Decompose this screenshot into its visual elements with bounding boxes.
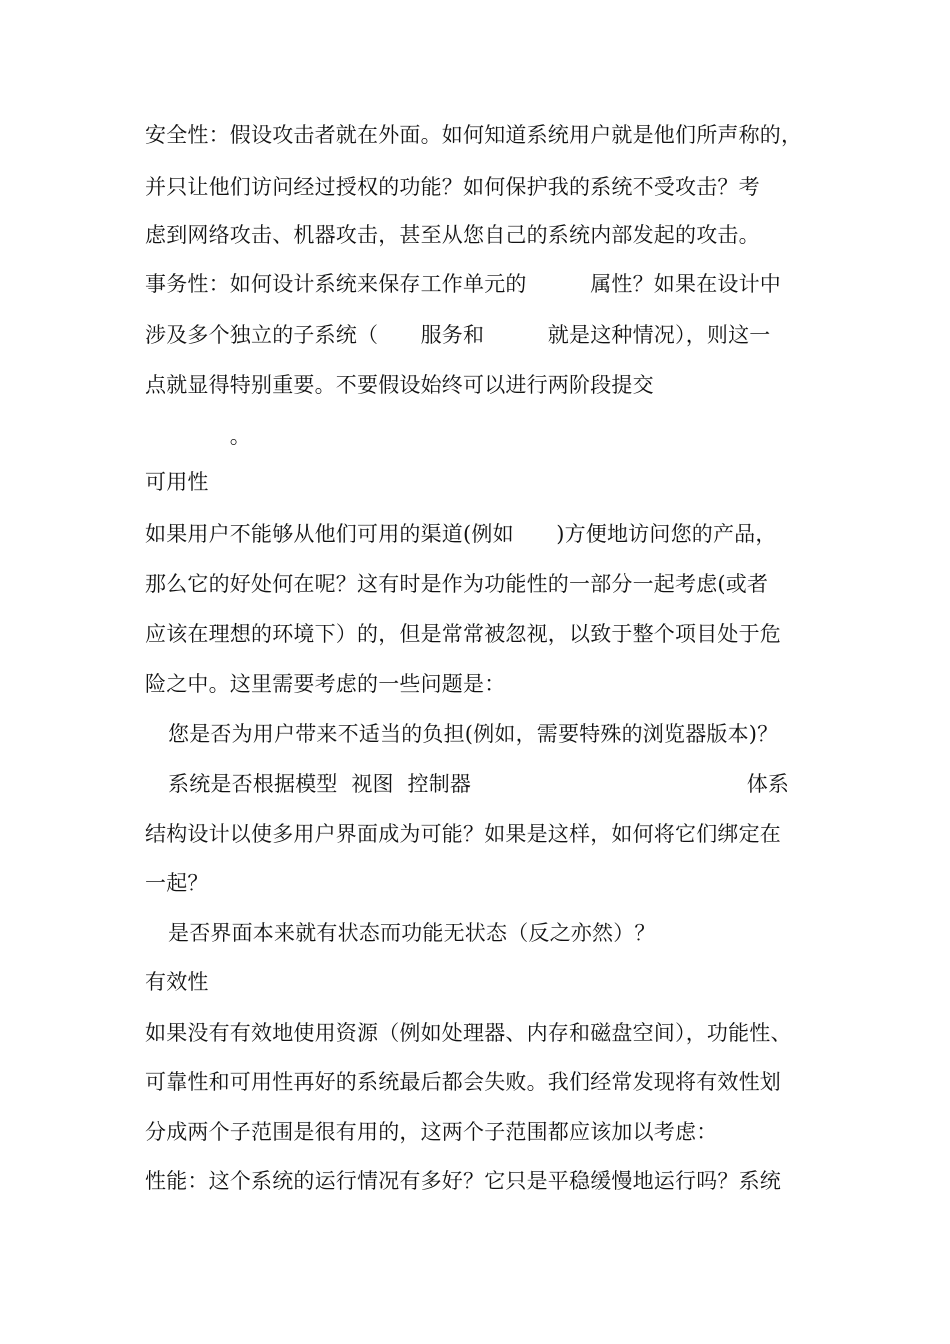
text-line: 如果用户不能够从他们可用的渠道(例如 )方便地访问您的产品，: [145, 522, 777, 546]
text-line: 险之中。这里需要考虑的一些问题是：: [145, 672, 506, 696]
text-line: 结构设计以使多用户界面成为可能？如果是这样，如何将它们绑定在: [145, 822, 781, 846]
text-line: 安全性：假设攻击者就在外面。如何知道系统用户就是他们所声称的，: [145, 123, 803, 147]
text-line: 点就显得特别重要。不要假设始终可以进行两阶段提交: [145, 373, 654, 397]
section-heading: 有效性: [145, 970, 209, 994]
text-line: 一起？: [145, 871, 209, 895]
list-item: 是否界面本来就有状态而功能无状态（反之亦然）？: [168, 921, 656, 945]
section-heading: 可用性: [145, 470, 209, 494]
text-line: 虑到网络攻击、机器攻击，甚至从您自己的系统内部发起的攻击。: [145, 223, 760, 247]
text-line: 。: [145, 424, 251, 448]
text-line: 分成两个子范围是很有用的，这两个子范围都应该加以考虑：: [145, 1120, 718, 1144]
text-line: 可靠性和可用性再好的系统最后都会失败。我们经常发现将有效性划: [145, 1070, 781, 1094]
text-line: 那么它的好处何在呢？这有时是作为功能性的一部分一起考虑(或者: [145, 572, 769, 596]
list-item: 系统是否根据模型 视图 控制器 体系: [168, 772, 790, 796]
text-line: 性能：这个系统的运行情况有多好？它只是平稳缓慢地运行吗？系统: [145, 1169, 781, 1193]
text-line: 事务性：如何设计系统来保存工作单元的 属性？如果在设计中: [145, 272, 781, 296]
text-line: 如果没有有效地使用资源（例如处理器、内存和磁盘空间），功能性、: [145, 1021, 792, 1045]
text-line: 并只让他们访问经过授权的功能？如何保护我的系统不受攻击？考: [145, 175, 760, 199]
text-line: 涉及多个独立的子系统（ 服务和 就是这种情况），则这一: [145, 323, 771, 347]
list-item: 您是否为用户带来不适当的负担(例如，需要特殊的浏览器版本)？: [168, 722, 779, 746]
text-line: 应该在理想的环境下）的，但是常常被忽视，以致于整个项目处于危: [145, 622, 781, 646]
